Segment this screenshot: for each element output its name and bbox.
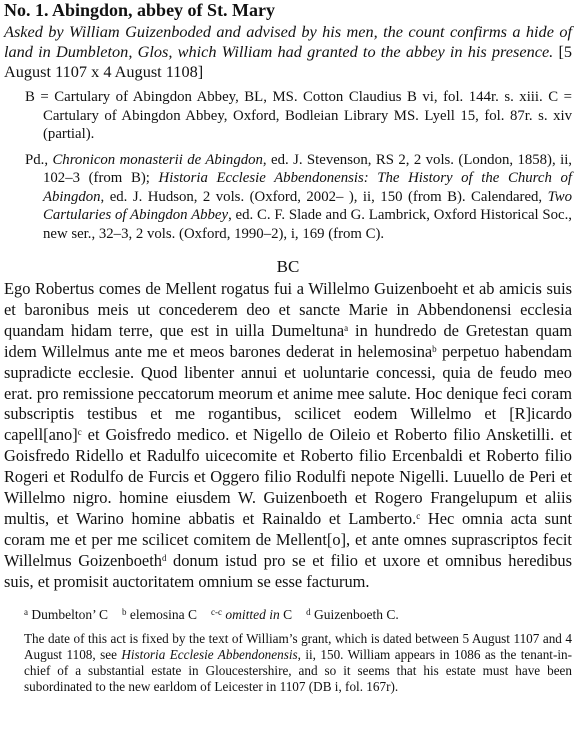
charter-heading: No. 1. Abingdon, abbey of St. Mary — [4, 0, 276, 20]
text-witness-label: BC — [276, 257, 300, 276]
commentary — [24, 631, 572, 696]
charter-text — [4, 279, 572, 593]
note-d-marker: d — [306, 606, 311, 617]
note-b-text: elemosina C — [129, 606, 197, 622]
edition-detail-historia: , ed. J. Hudson, 2 vols. (Oxford, 2002– ), ii, 150 (from B). Calendared, — [100, 188, 543, 205]
edition-detail-chronicon: , ed. J. Stevenson, RS 2, 2 vols. (London, 1858), ii, 102–3 (from B); — [43, 151, 572, 186]
charter-text-part-3: perpetuo habendam supradicte ecclesie. Quod libenter annui et uoluntarie concessi, quia de feudo meo erat. pro remissione peccatorum meorum et anime mee salute. Hoc denique feci coram subscriptis testibus et me rogantibus, scilicet eodem Willelmo et [R]icardo capell[ano] — [4, 341, 572, 445]
charter-text-part-5: Hec omnia acta sunt coram me et per me scilicet comitem de Mellent[o], et ante omnes suprascriptos fecit Willelmus Goizenboeth — [4, 508, 572, 570]
charter-text-part-2: in hundredo de Gretestan quam idem Willelmus ante me et meos barones dederat in helemosina — [4, 320, 572, 361]
footnote-marker-b: b — [432, 343, 437, 354]
edition-title-historia: Historia Ecclesie Abbendonensis: The History of the Church of Abingdon — [43, 170, 572, 205]
textual-notes — [24, 606, 572, 623]
note-b-marker: b — [122, 606, 127, 617]
note-cc-ms: C — [283, 606, 293, 622]
summary-text: Asked by William Guizenboded and advised by his men, the count confirms a hide of land in Dumbleton, Glos, which William had granted to the abbey in his presence. — [4, 22, 572, 61]
charter-text-part-4: et Goisfredo medico. et Nigello de Oileio et Roberto filio Ansketilli. et Goisfredo Ridello et Radulfo uicecomite et Roberto filio Ercenbaldi et Roberto filio Rogeri et Rodulfo de Furcis et Oggero filio Rodulfi nepote Nigelli. Luuello de Peri et Willelmo nigro. homine eiusdem W. Guizenboeth et Rogero Frangelupum et aliis multis, et Warino homine abbatis et Rainaldo et Lamberto. — [4, 425, 572, 528]
printed-editions — [4, 151, 572, 244]
footnote-marker-d: d — [161, 552, 167, 563]
charter-date: [5 August 1107 x 4 August 1108] — [4, 42, 572, 81]
note-a-text: Dumbelton’ C — [31, 606, 108, 622]
edition-title-cartularies: Two Cartularies of Abingdon Abbey — [43, 188, 573, 223]
footnote-marker-c-start: c — [77, 427, 82, 438]
commentary-part-2: , ii, 150. William appears in 1086 as the tenant-in-chief of a substantial estate in Gloucestershire, and so it seems that his estate must have been subordinated to the new earldom of Leicester in 1107 (DB i, fol. 167r). — [24, 646, 572, 695]
commentary-title: Historia Ecclesie Abbendonensis — [121, 646, 298, 662]
note-cc-marker: c-c — [211, 606, 222, 617]
sources-section — [4, 88, 572, 243]
commentary-part-1: The date of this act is fixed by the text of William’s grant, which is dated between 5 August 1107 and 4 August 1108, see — [24, 630, 572, 662]
note-a — [24, 607, 108, 622]
note-a-marker: a — [24, 606, 28, 617]
charter-summary — [4, 22, 572, 82]
note-cc — [211, 607, 292, 622]
edition-title-chronicon: Chronicon monasterii de Abingdon — [52, 151, 263, 168]
charter-text-part-6: donum istud pro se et filio et uxore et omnibus heredibus suis, et promisit auctoritatem omnium se esse facturum. — [4, 550, 572, 591]
charter-text-part-1: Ego Robertus comes de Mellent rogatus fui a Willelmo Guizenboeht et ab amicis suis et baronibus meis ut concederem deo et sancte Marie in Abbendonensi ecclesia quandam hidam terre, que est in uilla Dumeltuna — [4, 279, 572, 340]
note-d — [306, 607, 399, 622]
manuscript-sources: B = Cartulary of Abingdon Abbey, BL, MS. Cotton Claudius B vi, fol. 144r. s. xiii. C = Cartulary of Abingdon Abbey, Oxford, Bodleian Library MS. Lyell 15, fol. 87r. s. xiv (partial). — [25, 89, 572, 142]
footnote-marker-a: a — [344, 322, 349, 333]
footnote-marker-c-end: c — [416, 510, 421, 521]
note-d-text: Guizenboeth C. — [314, 606, 399, 622]
edition-detail-cartularies: , ed. C. F. Slade and G. Lambrick, Oxford Historical Soc., new ser., 32–3, 2 vols. (Oxford, 1990–2), i, 169 (from C). — [43, 207, 572, 242]
note-b — [122, 607, 197, 622]
note-cc-text: omitted in — [225, 606, 280, 622]
printed-label: Pd., — [25, 151, 49, 168]
